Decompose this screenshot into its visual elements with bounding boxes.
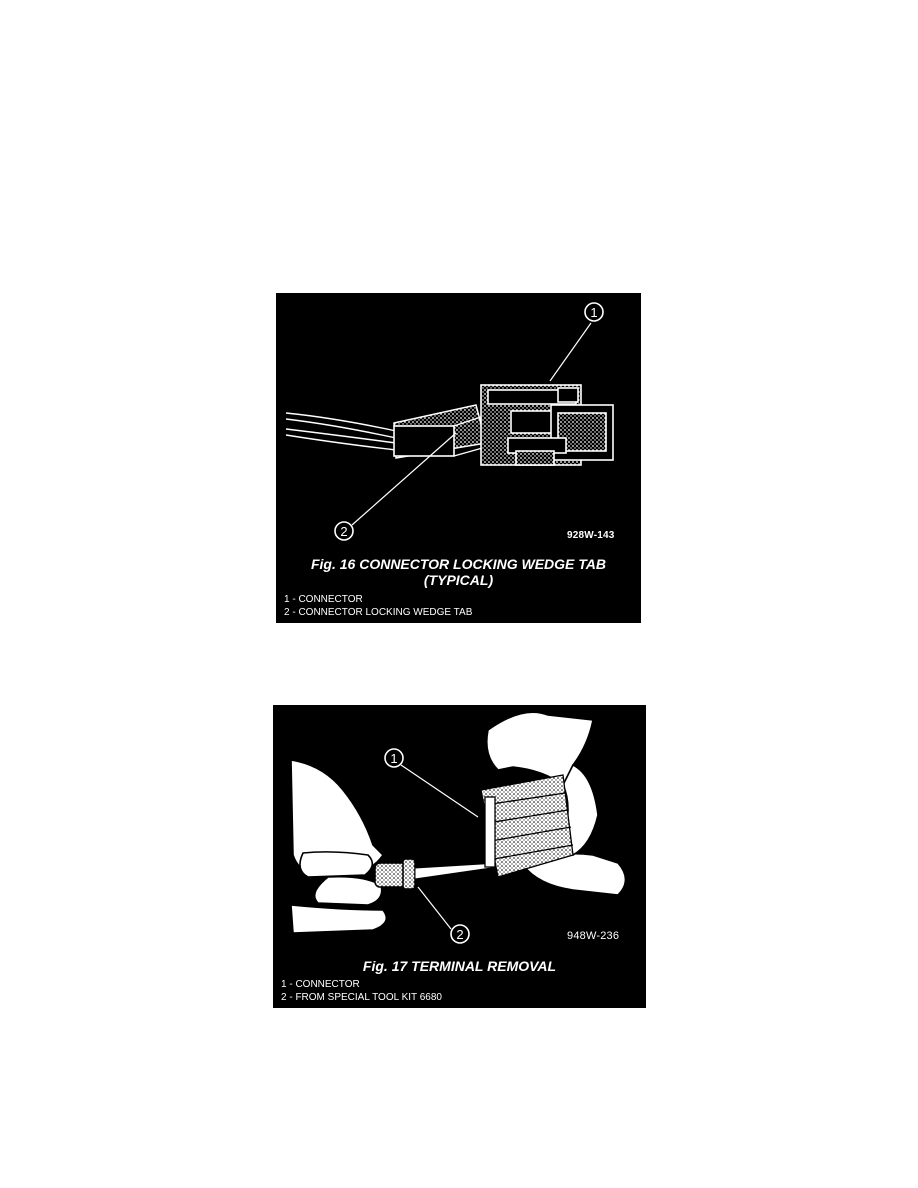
legend-item: 1 - CONNECTOR [284, 594, 363, 605]
figure-caption [276, 556, 641, 588]
caption-line-1: Fig. 17 TERMINAL REMOVAL [362, 958, 557, 974]
wire-bundle [286, 413, 396, 450]
figure-code: 948W-236 [567, 930, 620, 942]
caption-line-2: (TYPICAL) [423, 572, 494, 588]
connector-housing-shape [481, 385, 613, 465]
callout-1: 1 [390, 751, 398, 766]
figure-legend [281, 978, 442, 1004]
callout-2: 2 [456, 927, 464, 942]
terminal-tool-shape [375, 859, 498, 889]
figure-17 [273, 705, 646, 1008]
legend-item: 1 - CONNECTOR [281, 979, 360, 990]
left-hand-shape [291, 760, 386, 933]
callout-2: 2 [340, 524, 348, 539]
figure-code: 928W-143 [567, 530, 615, 541]
callout-1: 1 [590, 305, 598, 320]
figure-legend [284, 593, 472, 619]
figure-caption [273, 958, 646, 974]
legend-item: 2 - FROM SPECIAL TOOL KIT 6680 [281, 992, 442, 1003]
figure-16 [276, 293, 641, 623]
caption-line-1: Fig. 16 CONNECTOR LOCKING WEDGE TAB [310, 556, 607, 572]
wedge-tab-shape [394, 405, 486, 458]
legend-item: 2 - CONNECTOR LOCKING WEDGE TAB [284, 607, 473, 618]
